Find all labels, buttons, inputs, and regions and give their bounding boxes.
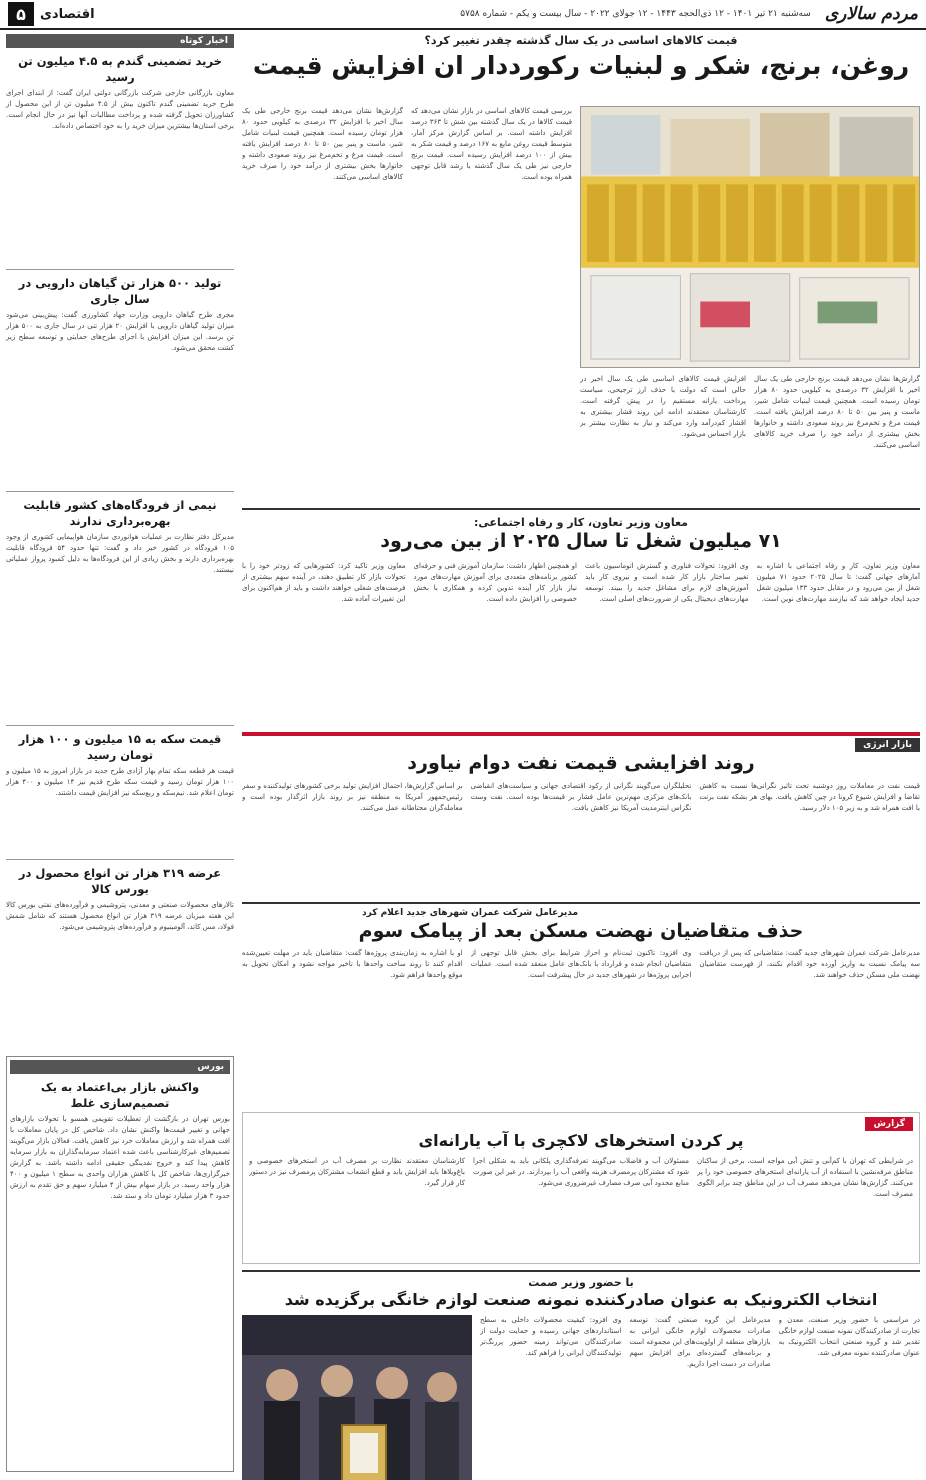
brief-title: عرضه ۳۱۹ هزار تن انواع محصول در بورس کالا [18,866,222,896]
employment-story [242,508,920,724]
housing-col: وی افزود: تاکنون ثبت‌نام و احراز شرایط برای بخش قابل توجهی از متقاضیان انجام شده و قرارداد با بانک‌های عامل منعقد شده است. عملیات اجرایی پروژه‌ها در شهرهای جدید در حال پیشرفت است. [470,949,692,980]
lead-kicker: قیمت کالاهای اساسی در یک سال گذشته چقدر تغییر کرد؟ [424,34,738,47]
housing-headline: حذف متقاضیان نهضت مسکن بعد از پیامک سوم [358,919,804,942]
housing-col: او با اشاره به زمان‌بندی پروژه‌ها گفت: متقاضیان باید در مهلت تعیین‌شده اقدام کنند تا روند ساخت واحدها با تاخیر مواجه نشود و امکان تحویل به موقع واحدها فراهم شود. [241,949,463,980]
divider [6,859,234,860]
oil-story [242,732,920,896]
news-briefs-column [6,34,234,1474]
page-number: ۵ [8,2,34,26]
brief-body: تالارهای محصولات صنعتی و معدنی، پتروشیمی و فرآورده‌های نفتی بورس کالا این هفته میزبان عرضه ۳۱۹ هزار تن انواع محصول هستند که شامل شمش فولاد، مس کاتد، آلومینیوم و فرآورده‌های پتروشیمی می‌شود. [6,901,235,932]
brief-title: قیمت سکه به ۱۵ میلیون و ۱۰۰ هزار تومان رسید [18,732,222,762]
employment-col: وی افزود: تحولات فناوری و گسترش اتوماسیون باعث تغییر ساختار بازار کار شده است و نیروی کار باید آموزش‌های لازم برای مشاغل جدید را ببیند. توسعه مهارت‌های دیجیتال یکی از ضرورت‌های اصلی است. [585,562,749,604]
housing-body [242,948,920,1098]
employment-col: معاون وزیر تعاون، کار و رفاه اجتماعی با اشاره به آمارهای جهانی گفت: تا سال ۲۰۲۵ حدود ۷۱ میلیون شغل از بین می‌رود و در مقابل حدود ۱۳۳ میلیون شغل جدید ایجاد خواهد شد که نیازمند مهارت‌های نوین است. [756,562,920,604]
electronics-headline: انتخاب الکترونیک به عنوان صادرکننده نمونه صنعت لوازم خانگی برگزیده شد [284,1290,878,1310]
electronics-body [480,1315,920,1480]
award-photo-image [242,1315,472,1480]
oil-tag: بازار انرژی [855,738,920,752]
brief-body: قیمت هر قطعه سکه تمام بهار آزادی طرح جدید در بازار امروز به ۱۵ میلیون و ۱۰۰ هزار تومان رسید و قیمت سکه طرح قدیم نیز ۱۴ میلیون و ۴۰۰ هزار تومان اعلام شد. نیم‌سکه و ربع‌سکه نیز افزایش قیمت داشتند. [6,767,235,798]
brief-title: خرید تضمینی گندم به ۴.۵ میلیون تن رسید [18,54,222,84]
brief-body: معاون بازرگانی خارجی شرکت بازرگانی دولتی ایران گفت: از ابتدای اجرای طرح خرید تضمینی گندم تاکنون بیش از ۴.۵ میلیون تن از این محصول از کشاورزان تحویل گرفته شده و پرداخت مطالبات آنها نیز در حال انجام است. برخی استان‌ها بیشترین میزان خرید را به خود اختصاص داده‌اند. [6,89,234,131]
electronics-col: وی افزود: کیفیت محصولات داخلی به سطح استانداردهای جهانی رسیده و حمایت دولت از صادرکنندگان می‌تواند زمینه حضور پررنگ‌تر تولیدکنندگان ایرانی را فراهم کند. [480,1316,622,1358]
divider [6,269,234,270]
housing-col: مدیرعامل شرکت عمران شهرهای جدید گفت: متقاضیانی که پس از دریافت سه پیامک نسبت به واریز آورده خود اقدام نکنند، از فهرست متقاضیان نهضت ملی مسکن حذف خواهند شد. [699,949,920,980]
oil-body [242,781,920,891]
employment-kicker: معاون وزیر تعاون، کار و رفاه اجتماعی: [474,516,688,529]
lead-col: بررسی قیمت کالاهای اساسی در بازار نشان می‌دهد که قیمت کالاها در یک سال گذشته بین شش تا ۳۶۳ درصد افزایش داشته است. بر اساس گزارش مرکز آمار، متوسط قیمت روغن مایع به ۱۶۷ درصد و قیمت شکر به بیش از ۱۰۰ درصد افزایش رسیده است. قیمت برنج خارجی نیز طی یک سال گذشته با رشد قابل توجهی همراه بوده است. [411,107,572,181]
electronics-col: در مراسمی با حضور وزیر صنعت، معدن و تجارت از صادرکنندگان نمونه صنعت لوازم خانگی تقدیر شد و گروه صنعتی انتخاب الکترونیک به عنوان صادرکننده نمونه معرفی شد. [778,1316,920,1358]
oil-headline: روند افزایشی قیمت نفت دوام نیاورد [407,752,755,774]
divider [6,725,234,726]
section-marker [8,2,95,26]
masthead [0,0,926,30]
dateline: سه‌شنبه ۲۱ تیر ۱۴۰۱ - ۱۲ ذی‌الحجه ۱۴۴۳ - ۱۲ جولای ۲۰۲۲ - سال بیست و یکم - شماره ۵۷۵۸ [460,9,811,19]
main-content [242,34,920,1474]
oil-col: تحلیلگران می‌گویند نگرانی از رکود اقتصادی جهانی و سیاست‌های انقباضی بانک‌های مرکزی مهم‌ترین عامل فشار بر قیمت‌ها بوده است. نفت وست تگزاس اینترمدیت آمریکا نیز کاهش یافت. [470,781,692,812]
pools-headline: پر کردن استخرهای لاکچری با آب یارانه‌ای [418,1131,744,1150]
grocery-shelf-image [581,107,919,367]
paper-name: مردم سالاری [824,4,918,24]
award-ceremony-photo [242,1315,472,1480]
employment-col: معاون وزیر تاکید کرد: کشورهایی که زودتر خود را با تحولات بازار کار تطبیق دهند، در آینده سهم بیشتری از فرصت‌های شغلی خواهند داشت و باید از هم‌اکنون برای این تغییرات آماده شد. [242,562,406,604]
divider [6,491,234,492]
bourse-box [6,1056,234,1472]
electronics-col: مدیرعامل این گروه صنعتی گفت: توسعه صادرات محصولات لوازم خانگی ایرانی به بازارهای منطقه از اولویت‌های این مجموعه است و برنامه‌های گسترده‌ای برای افزایش سهم صادرات در دست اجرا داریم. [629,1316,771,1369]
lead-col: افزایش قیمت کالاهای اساسی طی یک سال اخیر در حالی است که دولت با حذف ارز ترجیحی، سیاست پرداخت یارانه مستقیم را در پیش گرفته است. کارشناسان معتقدند ادامه این روند فشار بیشتری به اقشار کم‌درآمد وارد می‌کند و نیاز به نظارت بیشتر بر بازار احساس می‌شود. [580,375,746,438]
employment-body [242,561,920,711]
lead-col: گزارش‌ها نشان می‌دهد قیمت برنج خارجی طی یک سال اخیر با افزایش ۳۲ درصدی به کیلویی حدود ۸۰ هزار تومان رسیده است. همچنین قیمت لبنیات شامل شیر، ماست و پنیر بین ۵۰ تا ۸۰ درصد افزایش یافته است. قیمت مرغ و تخم‌مرغ نیز روند صعودی داشته و خانوارها بخش بیشتری از درآمد خود را صرف خرید کالاهای اساسی می‌کنند. [754,375,920,449]
grocery-photo [580,106,920,368]
lead-text-below-photo [580,374,920,492]
lead-left [242,106,572,492]
brief-body: مجری طرح گیاهان دارویی وزارت جهاد کشاورزی گفت: پیش‌بینی می‌شود میزان تولید گیاهان دارویی با افزایش ۲۰ هزار تنی در سال جاری به ۵۰۰ هزار تن برسد. این میزان افزایش با اجرای طرح‌های حمایتی و توسعه سطح زیر کشت محقق می‌شود. [6,311,234,353]
bourse-title: واکنش بازار بی‌اعتماد به یک تصمیم‌سازی غلط [40,1080,200,1110]
brief-title: نیمی از فرودگاه‌های کشور قابلیت بهره‌برداری ندارند [23,498,217,528]
electronics-kicker: با حضور وزیر صمت [528,1276,634,1289]
bourse-body: بورس تهران در بازگشت از تعطیلات تقویمی همسو با تحولات بازارهای جهانی و تغییر قیمت‌ها واکنش نشان داد. شاخص کل در پایان معاملات با افت همراه شد و ارزش معاملات خرد نیز کاهش یافت. فعالان بازار می‌گویند تصمیم‌های غیرکارشناسی باعث شده اعتماد سرمایه‌گذاران به بازار سرمایه کاهش پیدا کند و خروج نقدینگی حقیقی ادامه داشته باشد. به گزارش خبرگزاری‌ها، شاخص کل با کاهش هزاران واحدی به سطح ۱ میلیون و ۴۰۰ هزار واحد رسید. در بازار سهام بیش از ۴ میلیارد سهم و حق تقدم به ارزش حدود ۳ هزار میلیارد تومان داد و ستد شد. [10,1115,230,1201]
oil-col: قیمت نفت در معاملات روز دوشنبه تحت تاثیر نگرانی‌ها نسبت به کاهش تقاضا و افزایش شیوع کرونا در چین کاهش یافت. بهای هر بشکه نفت برنت با افت همراه شد و به زیر ۱۰۵ دلار رسید. [699,781,920,812]
lead-right [580,106,920,492]
pools-report [242,1112,920,1264]
lead-col: گزارش‌ها نشان می‌دهد قیمت برنج خارجی طی یک سال اخیر با افزایش ۳۲ درصدی به کیلویی حدود ۸۰ هزار تومان رسیده است. همچنین قیمت لبنیات شامل شیر، ماست و پنیر بین ۵۰ تا ۸۰ درصد افزایش یافته است. قیمت مرغ و تخم‌مرغ نیز روند صعودی داشته و خانوارها بخش بیشتری از درآمد خود را صرف خرید کالاهای اساسی می‌کنند. [242,107,403,181]
section-label: اقتصادی [40,6,95,22]
employment-col: او همچنین اظهار داشت: سازمان آموزش فنی و حرفه‌ای کشور برنامه‌های متعددی برای آموزش مهارت‌های مورد نیاز بازار کار آینده تدوین کرده و همکاری با بخش خصوصی را افزایش داده است. [413,562,577,604]
lead-headline: روغن، برنج، شکر و لبنیات رکورددار ان افزایش قیمت [252,51,910,81]
housing-story [242,902,920,1106]
pools-col: در شرایطی که تهران با کم‌آبی و تنش آبی مواجه است، برخی از ساکنان مناطق مرفه‌نشین با استفاده از آب یارانه‌ای استخرهای خصوصی خود را پر می‌کنند. گزارش‌ها نشان می‌دهد مصرف آب در این مناطق چند برابر الگوی مصرف است. [697,1157,913,1199]
oil-col: بر اساس گزارش‌ها، احتمال افزایش تولید برخی کشورهای تولیدکننده و سفر رئیس‌جمهور آمریکا به منطقه نیز بر روند بازار اثرگذار بوده است و معامله‌گران محتاطانه عمل می‌کنند. [241,781,463,812]
brief-body: مدیرکل دفتر نظارت بر عملیات هوانوردی سازمان هواپیمایی کشوری از وجود ۱۰۵ فرودگاه در کشور خبر داد و گفت: تنها حدود ۵۴ فرودگاه قابلیت بهره‌برداری دارند و بخش زیادی از این فرودگاه‌ها به دلیل کمبود پرواز عملیاتی نیستند. [6,533,234,575]
lead-text [242,106,572,490]
housing-kicker: مدیرعامل شرکت عمران شهرهای جدید اعلام کرد [362,908,579,918]
employment-headline: ۷۱ میلیون شغل تا سال ۲۰۲۵ از بین می‌رود [380,530,782,553]
report-tag: گزارش [865,1117,913,1131]
lead-body [242,106,920,492]
pools-col: کارشناسان معتقدند نظارت بر مصرف آب در استخرهای خصوصی و باغ‌ویلاها باید افزایش یابد و قطع انشعاب مشترکان پرمصرف نیز در دستور کار قرار گیرد. [249,1157,465,1188]
lead-story [242,34,920,502]
electronics-story [242,1270,920,1480]
accent-bar [242,732,920,736]
briefs-band: اخبار کوتاه [6,34,234,48]
bourse-band: بورس [10,1060,230,1074]
brief-title: تولید ۵۰۰ هزار تن گیاهان دارویی در سال جاری [18,276,222,306]
pools-body [249,1156,913,1264]
pools-col: مسئولان آب و فاضلاب می‌گویند تعرفه‌گذاری پلکانی باید به شکلی اجرا شود که مشترکان پرمصرف هزینه واقعی آب را بپردازند. در غیر این صورت منابع محدود آبی صرف مصارف غیرضروری می‌شود. [473,1157,689,1188]
